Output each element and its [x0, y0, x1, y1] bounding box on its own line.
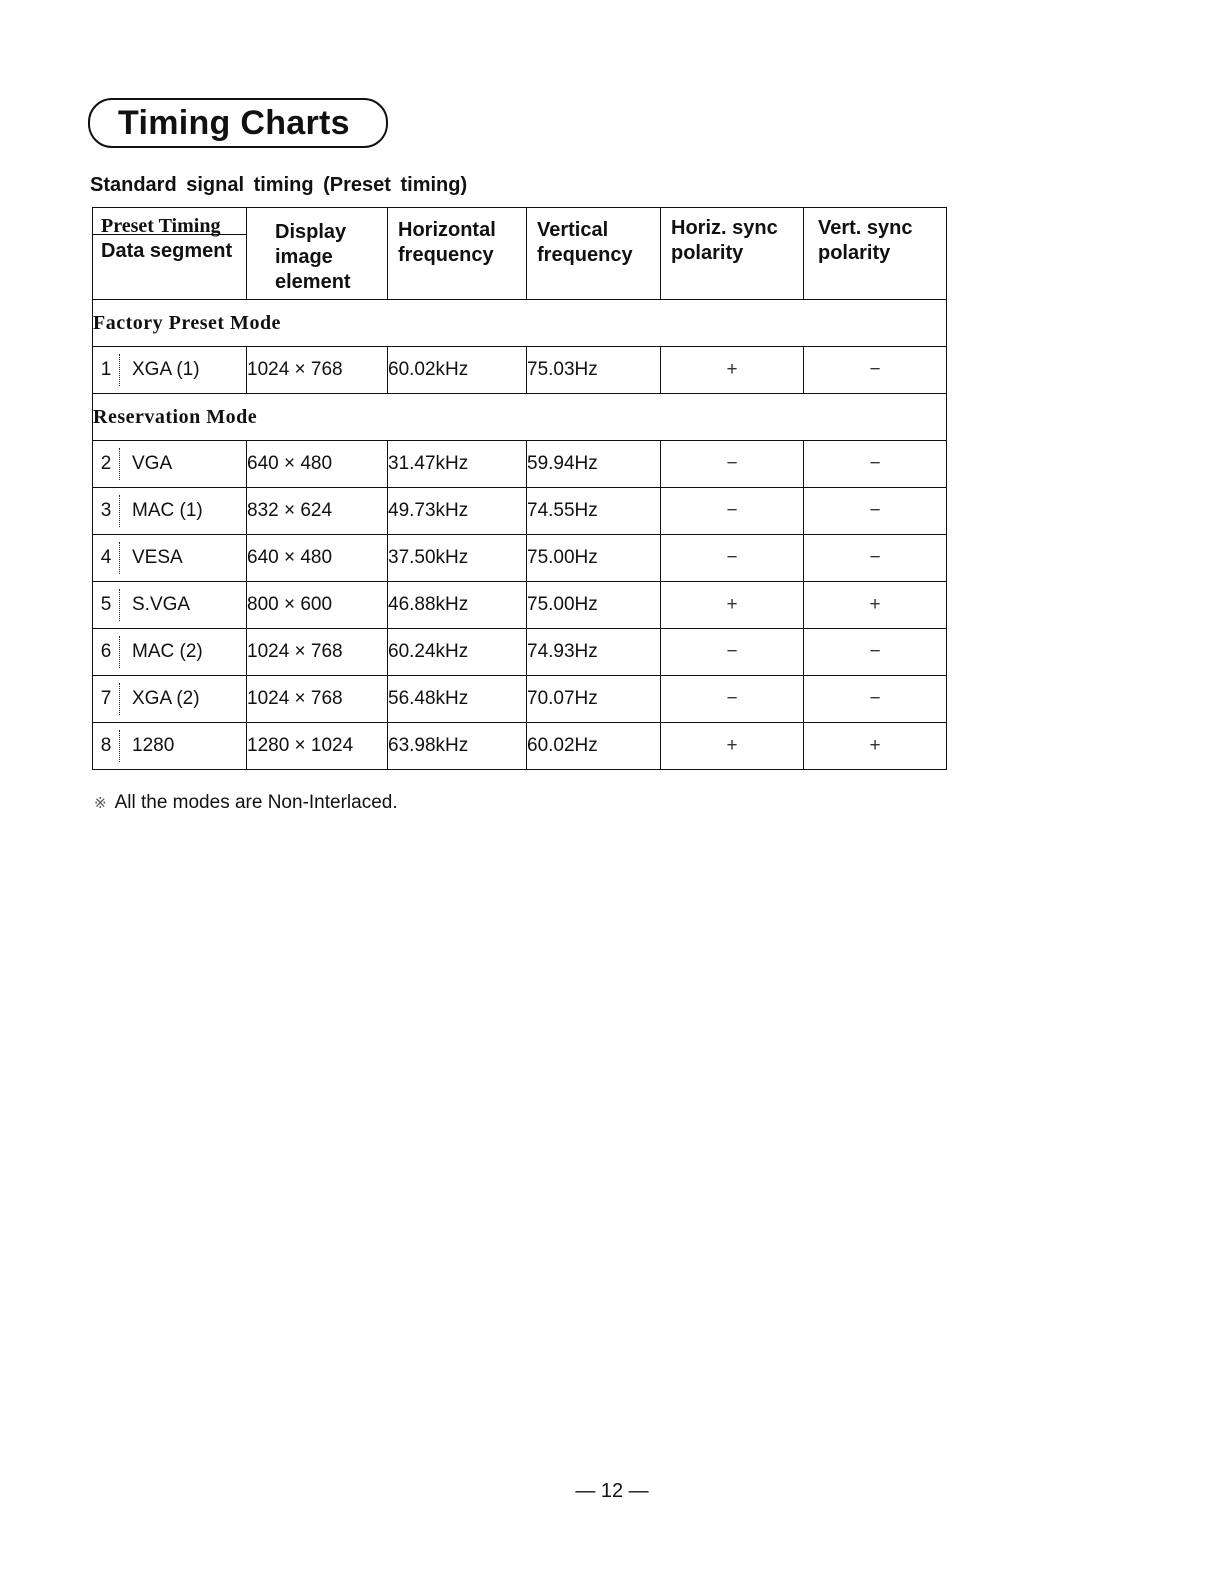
vsync-polarity: − [804, 535, 947, 582]
vsync-polarity: − [804, 488, 947, 535]
hsync-polarity: − [661, 488, 804, 535]
display-resolution: 640 × 480 [247, 535, 388, 582]
segment-number: 4 [93, 542, 120, 574]
display-resolution: 1024 × 768 [247, 629, 388, 676]
horizontal-frequency: 56.48kHz [388, 676, 527, 723]
display-resolution: 832 × 624 [247, 488, 388, 535]
mode-name: S.VGA [132, 594, 191, 615]
header-row [93, 208, 947, 300]
vertical-frequency: 75.00Hz [527, 582, 661, 629]
vsync-polarity: − [804, 629, 947, 676]
timing-table [92, 207, 947, 770]
segment-cell [93, 488, 247, 535]
segment-number: 2 [93, 448, 120, 480]
factory-group-row [93, 300, 947, 347]
mode-name: MAC (2) [132, 641, 203, 662]
segment-number: 7 [93, 683, 120, 715]
vertical-frequency: 75.03Hz [527, 347, 661, 394]
note-mark: ※ [94, 795, 107, 812]
header-preset-cell [93, 208, 247, 300]
segment-number: 1 [93, 354, 120, 386]
vertical-frequency: 74.93Hz [527, 629, 661, 676]
segment-number: 8 [93, 730, 120, 762]
mode-name: VESA [132, 547, 183, 568]
vsync-polarity: − [804, 347, 947, 394]
header-horizontal: Horizontal frequency [388, 208, 527, 300]
mode-name: MAC (1) [132, 500, 203, 521]
horizontal-frequency: 49.73kHz [388, 488, 527, 535]
mode-name: VGA [132, 453, 173, 474]
vertical-frequency: 70.07Hz [527, 676, 661, 723]
vertical-frequency: 74.55Hz [527, 488, 661, 535]
page-title: Timing Charts [118, 103, 350, 142]
hsync-polarity: + [661, 723, 804, 770]
table-row [93, 582, 947, 629]
footnote [94, 792, 398, 814]
header-vertical: Vertical frequency [527, 208, 661, 300]
horizontal-frequency: 46.88kHz [388, 582, 527, 629]
horizontal-frequency: 60.02kHz [388, 347, 527, 394]
header-data-segment: Data segment [101, 240, 233, 262]
vsync-polarity: + [804, 582, 947, 629]
vertical-frequency: 60.02Hz [527, 723, 661, 770]
hsync-polarity: − [661, 676, 804, 723]
hsync-polarity: − [661, 441, 804, 488]
header-display: Display image element [247, 208, 388, 300]
table-row [93, 488, 947, 535]
segment-cell [93, 676, 247, 723]
mode-name: XGA (2) [132, 688, 200, 709]
segment-number: 5 [93, 589, 120, 621]
vsync-polarity: − [804, 441, 947, 488]
display-resolution: 1280 × 1024 [247, 723, 388, 770]
segment-cell [93, 347, 247, 394]
note-text: All the modes are Non-Interlaced. [114, 792, 398, 813]
table-row [93, 723, 947, 770]
page-number: — 12 — [575, 1480, 649, 1502]
segment-number: 3 [93, 495, 120, 527]
table-row [93, 629, 947, 676]
horizontal-frequency: 60.24kHz [388, 629, 527, 676]
horizontal-frequency: 31.47kHz [388, 441, 527, 488]
vsync-polarity: − [804, 676, 947, 723]
display-resolution: 1024 × 768 [247, 676, 388, 723]
display-resolution: 640 × 480 [247, 441, 388, 488]
hsync-polarity: + [661, 347, 804, 394]
display-resolution: 800 × 600 [247, 582, 388, 629]
segment-cell [93, 629, 247, 676]
title-box [88, 98, 388, 148]
table-row [93, 676, 947, 723]
hsync-polarity: + [661, 582, 804, 629]
factory-group-label: Factory Preset Mode [93, 300, 947, 347]
table-row [93, 535, 947, 582]
segment-cell [93, 535, 247, 582]
segment-number: 6 [93, 636, 120, 668]
table-row [93, 441, 947, 488]
reservation-group-label: Reservation Mode [93, 394, 947, 441]
vertical-frequency: 59.94Hz [527, 441, 661, 488]
header-vsync: Vert. sync polarity [804, 208, 947, 300]
factory-rows [93, 347, 947, 394]
mode-name: XGA (1) [132, 359, 200, 380]
header-preset-timing: Preset Timing [93, 208, 246, 235]
vsync-polarity: + [804, 723, 947, 770]
vertical-frequency: 75.00Hz [527, 535, 661, 582]
segment-cell [93, 582, 247, 629]
subtitle: Standard signal timing (Preset timing) [90, 174, 468, 196]
mode-name: 1280 [132, 735, 175, 756]
hsync-polarity: − [661, 535, 804, 582]
table-row [93, 347, 947, 394]
reservation-group-row [93, 394, 947, 441]
display-resolution: 1024 × 768 [247, 347, 388, 394]
reservation-rows [93, 441, 947, 770]
segment-cell [93, 723, 247, 770]
header-hsync: Horiz. sync polarity [661, 208, 804, 300]
hsync-polarity: − [661, 629, 804, 676]
horizontal-frequency: 63.98kHz [388, 723, 527, 770]
segment-cell [93, 441, 247, 488]
horizontal-frequency: 37.50kHz [388, 535, 527, 582]
